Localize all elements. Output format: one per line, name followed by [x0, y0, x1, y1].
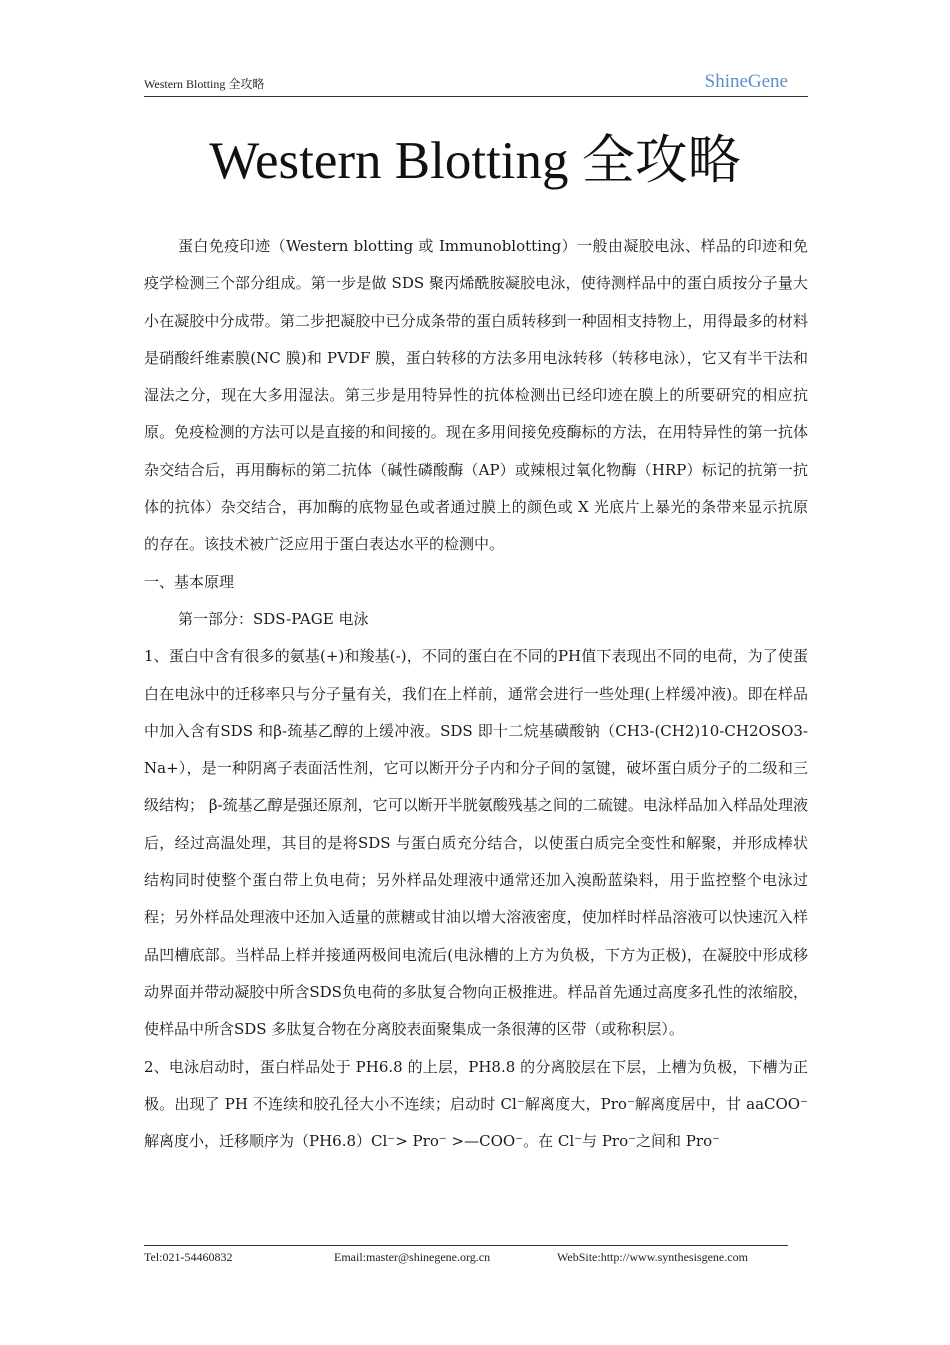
item-paragraph-1: 1、蛋白中含有很多的氨基(+)和羧基(-)，不同的蛋白在不同的PH值下表现出不同的电荷，为了使蛋白在电泳中的迁移率只与分子量有关，我们在上样前，通常会进行一些处理(上样缓冲液)。即在样品中加入含有SDS 和β-巯基乙醇的上缓冲液。SDS 即十二烷基磺酸钠（CH3-(CH2)10-CH2OSO3-Na+），是一种阴离子表面活性剂，它可以断开分子内和分子间的氢键，破坏蛋白质分子的二级和三级结构； β-巯基乙醇是强还原剂，它可以断开半胱氨酸残基之间的二硫键。电泳样品加入样品处理液后，经过高温处理，其目的是将SDS 与蛋白质充分结合，以使蛋白质完全变性和解聚，并形成棒状结构同时使整个蛋白带上负电荷；另外样品处理液中通常还加入溴酚蓝染料，用于监控整个电泳过程；另外样品处理液中还加入适量的蔗糖或甘油以增大溶液密度，使加样时样品溶液可以快速沉入样品凹槽底部。当样品上样并接通两极间电流后(电泳槽的上方为负极，下方为正极)，在凝胶中形成移动界面并带动凝胶中所含SDS负电荷的多肽复合物向正极推进。样品首先通过高度多孔性的浓缩胶，使样品中所含SDS 多肽复合物在分离胶表面聚集成一条很薄的区带（或称积层）。 [144, 647, 808, 1039]
document-title: Western Blotting 全攻略 [209, 132, 741, 190]
footer-website: WebSite:http://www.synthesisgene.com [557, 1250, 748, 1264]
section-heading-principle: 一、基本原理 [144, 572, 235, 591]
page-header [144, 70, 808, 97]
header-brand-logo: ShineGene [704, 71, 788, 92]
footer-email: Email:master@shinegene.org.cn [334, 1250, 491, 1264]
item-paragraph-2: 2、电泳启动时，蛋白样品处于 PH6.8 的上层，PH8.8 的分离胶层在下层，上槽为负极，下槽为正极。出现了 PH 不连续和胶孔径大小不连续；启动时 Cl⁻解离度大，Pro⁻解离度居中，甘 aaCOO⁻解离度小，迁移顺序为（PH6.8）Cl⁻> Pro⁻ >—COO⁻。在 Cl⁻与 Pro⁻之间和 Pro⁻ [144, 1057, 808, 1151]
footer-telephone: Tel:021-54460832 [144, 1250, 233, 1264]
header-doc-title: Western Blotting 全攻略 [144, 77, 265, 91]
document-body [144, 228, 808, 1160]
page-footer [144, 1245, 788, 1268]
intro-paragraph: 蛋白免疫印迹（Western blotting 或 Immunoblotting）一般由凝胶电泳、样品的印迹和免疫学检测三个部分组成。第一步是做 SDS 聚丙烯酰胺凝胶电泳，使待测样品中的蛋白质按分子量大小在凝胶中分成带。第二步把凝胶中已分成条带的蛋白质转移到一种固相支持物上，用得最多的材料是硝酸纤维素膜(NC 膜)和 PVDF 膜，蛋白转移的方法多用电泳转移（转移电泳），它又有半干法和湿法之分，现在大多用湿法。第三步是用特异性的抗体检测出已经印迹在膜上的所要研究的相应抗原。免疫检测的方法可以是直接的和间接的。现在多用间接免疫酶标的方法，在用特异性的第一抗体杂交结合后，再用酶标的第二抗体（碱性磷酸酶（AP）或辣根过氧化物酶（HRP）标记的抗第一抗体的抗体）杂交结合，再加酶的底物显色或者通过膜上的颜色或 X 光底片上暴光的条带来显示抗原的存在。该技术被广泛应用于蛋白表达水平的检测中。 [144, 237, 808, 554]
part-heading-sds-page: 第一部分：SDS-PAGE 电泳 [178, 609, 369, 628]
